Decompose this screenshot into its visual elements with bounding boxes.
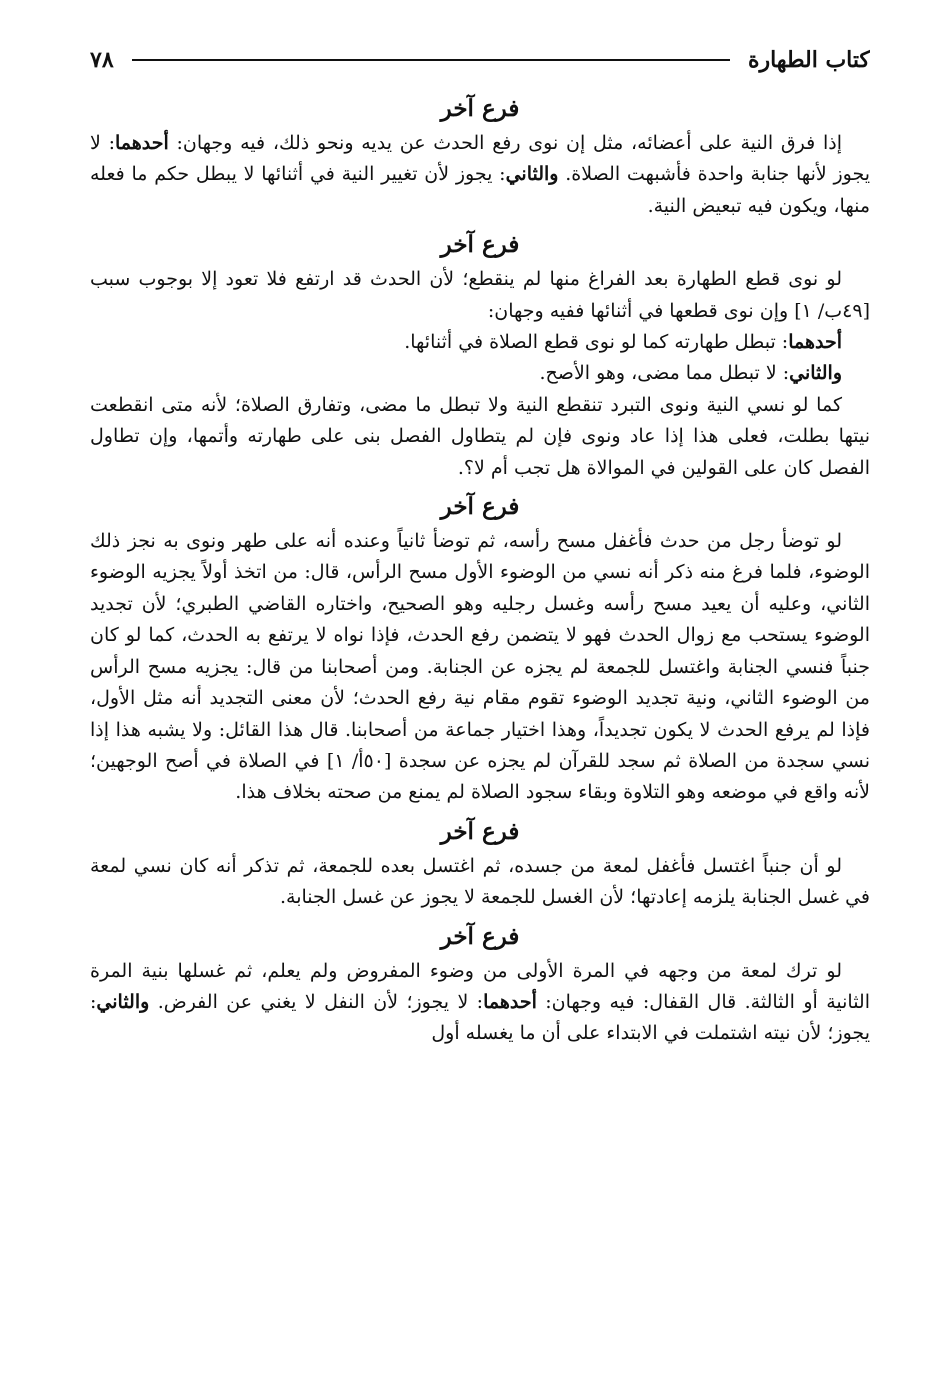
paragraph-text: لو ترك لمعة من وجهه في المرة الأولى من وضوء المفروض ولم يعلم، ثم غسلها بنية المرة الثانية أو الثالثة. قال القفال: فيه وجهان: bbox=[90, 959, 870, 1013]
bold-term: أحدهما bbox=[483, 990, 537, 1013]
section-heading: فرع آخر bbox=[440, 817, 520, 845]
section-heading: فرع آخر bbox=[440, 231, 520, 259]
section-paragraph bbox=[90, 956, 870, 1050]
paragraph-text: : لا تبطل مما مضى، وهو الأصح. bbox=[539, 362, 790, 385]
section-paragraph: لو توضأ رجل من حدث فأغفل مسح رأسه، ثم توضأ ثانياً وعنده أنه على طهر ونوى به نجز ذلك الوضوء، فلما فرغ منه ذكر أنه نسي من الوضوء الأول مسح الرأس، قال: من اتخذ أولاً يجزيه الوضوء الثاني، وعليه أن يعيد مسح رأسه وغسل رجليه وهو الصحيح، واختاره القاضي الطبري؛ لأن تجديد الوضوء يستحب مع زوال الحدث فهو لا يتضمن رفع الحدث، فإذا نواه لا يرتفع به الحدث، كما لو كان جنباً فنسي الجنابة واغتسل للجمعة لم يجزه عن الجنابة. ومن أصحابنا من قال: يجزيه مسح الرأس من الوضوء الثاني، ونية تجديد الوضوء تقوم مقام نية رفع الحدث؛ لأن معنى التجديد أنه مثل الأول، فإذا لم يرفع الحدث لا يكون تجديداً، وهذا اختيار جماعة من أصحابنا. قال هذا القائل: ولا يشبه هذا إذا نسي سجدة من الصلاة ثم سجد للقرآن لم يجزه عن سجدة [٥٠أ/ ١] في الصلاة في أصح الوجهين؛ لأنه واقع في موضعه وهو التلاوة وبقاء سجود الصلاة لم يمنع من صحته بخلاف هذا. bbox=[90, 530, 870, 804]
bold-term: والثاني bbox=[789, 362, 842, 385]
bold-term: والثاني bbox=[505, 163, 559, 186]
section-paragraph: لو أن جنباً اغتسل فأغفل لمعة من جسده، ثم اغتسل بعده للجمعة، ثم تذكر أنه كان نسي لمعة في غسل الجنابة يلزمه إعادتها؛ لأن الغسل للجمعة لا يجوز عن غسل الجنابة. bbox=[90, 854, 870, 909]
section-paragraph: لو نوى قطع الطهارة بعد الفراغ منها لم ينقطع؛ لأن الحدث قد ارتفع فلا تعود إلا بوجوب سبب [٤٩ب/ ١] وإن نوى قطعها في أثنائها ففيه وجهان: bbox=[90, 268, 870, 322]
section-heading: فرع آخر bbox=[440, 922, 520, 950]
section-heading: فرع آخر bbox=[440, 493, 520, 521]
page-number: ٧٨ bbox=[90, 47, 114, 73]
header-rule bbox=[132, 59, 730, 61]
running-header bbox=[90, 40, 870, 80]
section-heading: فرع آخر bbox=[440, 95, 520, 122]
paragraph-text: إذا فرق النية على أعضائه، مثل إن نوى رفع الحدث عن يديه ونحو ذلك، فيه وجهان: bbox=[168, 132, 843, 154]
section-paragraph: كما لو نسي النية ونوى التبرد تنقطع النية ولا تبطل ما مضى، وتفارق الصلاة؛ لأنه متى انقطعت نيتها بطلت، فعلى هذا إذا عاد ونوى فإن لم يتطاول الفصل بنى على طهارته وأتمها، وإن تطاول الفصل كان على القولين في الموالاة هل تجب أم لا؟. bbox=[90, 393, 870, 479]
paragraph-text: : لا يجوز؛ لأن النفل لا يغني عن الفرض. bbox=[149, 990, 484, 1013]
bold-term: أحدهما bbox=[114, 132, 169, 154]
section-paragraph bbox=[90, 358, 870, 389]
paragraph-text: : لا يجوز لأنها جنابة واحدة فأشبهت الصلاة. bbox=[90, 132, 870, 186]
running-title: كتاب الطهارة bbox=[747, 47, 870, 73]
bold-term: أحدهما bbox=[788, 331, 842, 354]
paragraph-text: : تبطل طهارته كما لو نوى قطع الصلاة في أثنائها. bbox=[404, 331, 789, 354]
section-paragraph bbox=[90, 327, 870, 358]
bold-term: والثاني bbox=[96, 990, 150, 1013]
paragraph-text: : يجوز؛ لأن نيته اشتملت في الابتداء على أن ما يغسله أول bbox=[90, 990, 870, 1045]
paragraph-text: : يجوز لأن تغيير النية في أثنائها لا يبطل حكم ما فعله منها، ويكون فيه تبعيض النية. bbox=[90, 163, 870, 217]
book-page bbox=[90, 40, 870, 1350]
section-paragraph bbox=[90, 128, 870, 222]
